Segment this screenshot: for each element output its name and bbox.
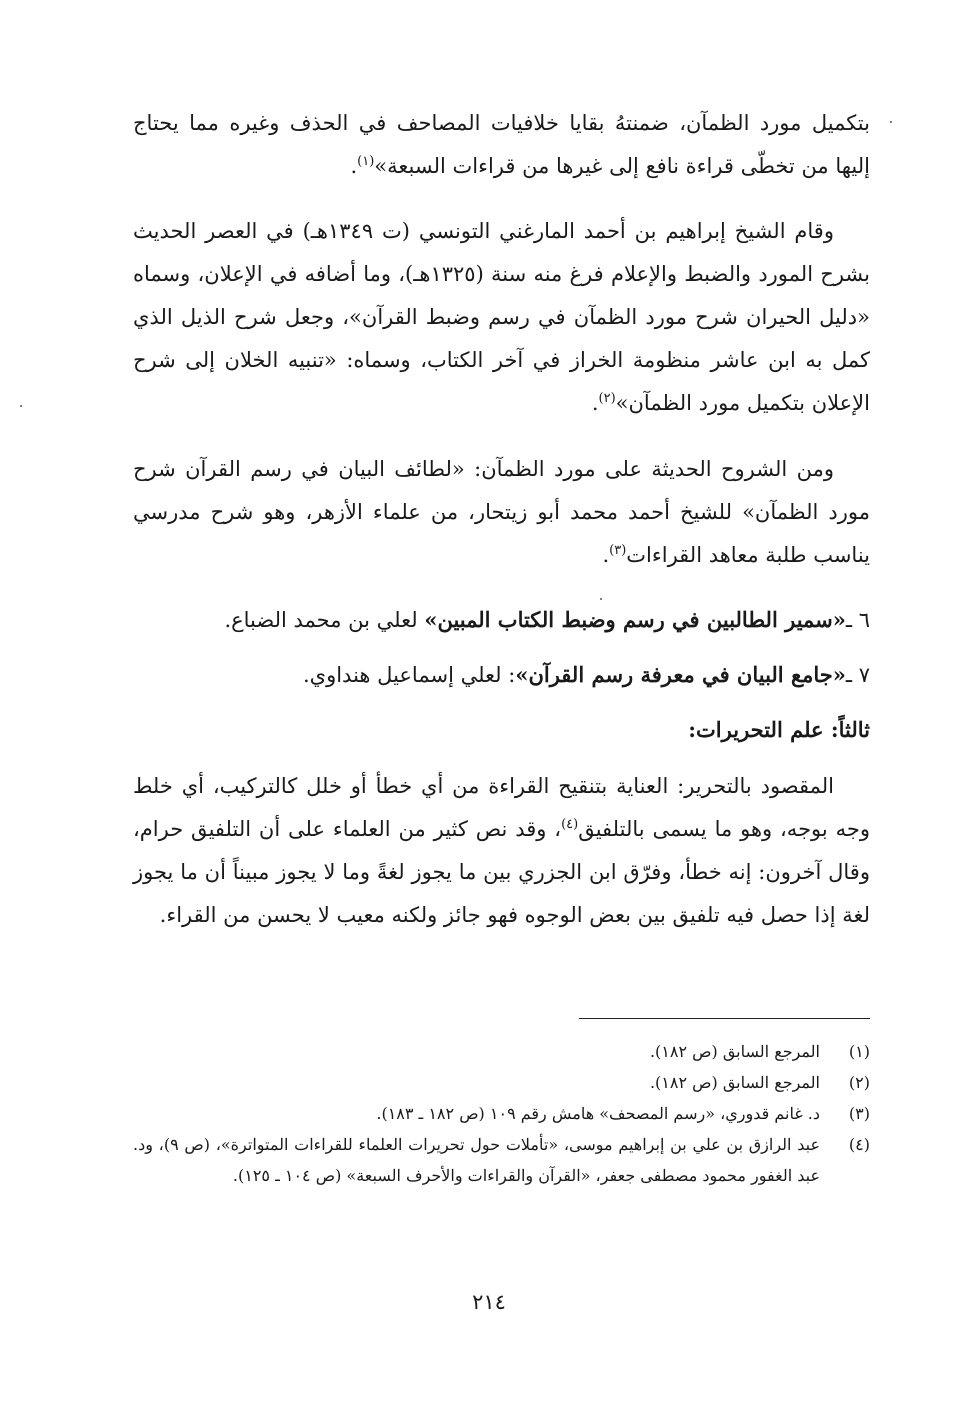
footnote-separator [579, 1018, 870, 1019]
paragraph-3-end: . [602, 543, 610, 567]
paragraph-1-line-2-end: . [350, 154, 358, 178]
paragraph-4-part-1: المقصود بالتحرير: العناية بتنقيح القراءة من أي خطأ أو خلل كالتركيب، أي خلط وجه بوجه، وهو ما يسمى بالتلفيق [133, 774, 870, 841]
footnote-4-number: (٤) [848, 1135, 870, 1154]
scan-speck [600, 598, 602, 600]
paragraph-1-line-2-text: إليها من تخطّى قراءة نافع إلى غيرها من قراءات السبعة» [374, 154, 870, 178]
paragraph-4-part-2: ، وقد نص كثير من العلماء على أن التلفيق حرام، وقال آخرون: إنه خطأ، وفرّق ابن الجزري بين ما يجوز لغةً وما لا يجوز مبيناً أن ما يجوز لغة إذا حصل فيه تلفيق بين بعض الوجوه فهو جائز ولكنه معيب لا يحسن من القراء. [133, 817, 870, 927]
footnote-3-text: د. غانم قدوري، «رسم المصحف» هامش رقم ١٠٩ (ص ١٨٢ ـ ١٨٣). [376, 1104, 820, 1123]
paragraph-marghini [133, 210, 870, 425]
paragraph-3 [133, 448, 870, 577]
scan-speck [890, 121, 892, 123]
paragraph-continuation [133, 102, 870, 188]
paragraph-2-text: وقام الشيخ إبراهيم بن أحمد المارغني التونسي (ت ١٣٤٩هـ) في العصر الحديث بشرح المورد والضبط والإعلام فرغ منه سنة (١٣٢٥هـ)، وما أضافه في الإعلان، وسماه «دليل الحيران شرح مورد الظمآن في رسم وضبط القرآن»، وجعل شرح الذيل الذي كمل به ابن عاشر منظومة الخراز في آخر الكتاب، وسماه: «تنبيه الخلان إلى شرح الإعلان بتكميل مورد الظمآن» [133, 219, 870, 415]
footnote-1 [133, 1036, 870, 1067]
list-item-6-number: ٦ ـ [845, 608, 870, 632]
footnote-1-text: المرجع السابق (ص ١٨٢). [649, 1042, 820, 1061]
footnote-2-text: المرجع السابق (ص ١٨٢). [649, 1073, 820, 1092]
list-item-6-title: «سمير الطالبين في رسم وضبط الكتاب المبين» [424, 607, 846, 632]
footnote-ref-2: (٢) [598, 391, 616, 406]
footnote-3 [133, 1098, 870, 1129]
footnote-3-number: (٣) [848, 1104, 870, 1123]
footnote-4-text: عبد الرازق بن علي بن إبراهيم موسى، «تأملات حول تحريرات العلماء للقراءات المتواترة»، (ص ٩)، ود. عبد الغفور محمود مصطفى جعفر، «القرآن والقراءات والأحرف السبعة» (ص ١٠٤ ـ ١٢٥). [133, 1135, 820, 1185]
paragraph-3-text: ومن الشروح الحديثة على مورد الظمآن: «لطائف البيان في رسم القرآن شرح مورد الظمآن» للشيخ أحمد محمد أبو زيتحار، من علماء الأزهر، وهو شرح مدرسي يناسب طلبة معاهد القراءات [133, 457, 870, 567]
paragraph-2 [133, 210, 870, 425]
footnote-2 [133, 1067, 870, 1098]
footnote-ref-4: (٤) [561, 817, 579, 832]
page-number: ٢١٤ [472, 1290, 506, 1314]
list-item-6-author: لعلي بن محمد الضباع. [224, 608, 418, 632]
paragraph-1-line-1: بتكميل مورد الظمآن، ضمنتهُ بقايا خلافيات المصاحف في الحذف وغيره مما يحتاج [133, 111, 870, 135]
paragraph-modern-commentaries [133, 448, 870, 577]
section-heading: ثالثاً: علم التحريرات: [688, 717, 870, 742]
footnote-4 [133, 1129, 870, 1191]
footnote-1-number: (١) [848, 1042, 870, 1061]
list-item-7 [133, 653, 870, 697]
paragraph-4 [133, 765, 870, 937]
footnotes [133, 1036, 870, 1191]
paragraph-1-line-2 [133, 145, 870, 188]
list-item-7-author: : لعلي إسماعيل هنداوي. [302, 663, 516, 687]
paragraph-tahrir [133, 765, 870, 937]
scan-speck [20, 405, 22, 407]
footnote-2-number: (٢) [848, 1073, 870, 1092]
footnote-ref-1: (١) [357, 154, 375, 169]
paragraph-2-end: . [591, 391, 599, 415]
list-item-7-title: «جامع البيان في معرفة رسم القرآن» [515, 662, 846, 687]
list-item-6 [133, 598, 870, 642]
list-item-7-number: ٧ ـ [845, 663, 870, 687]
footnote-ref-3: (٣) [609, 543, 627, 558]
